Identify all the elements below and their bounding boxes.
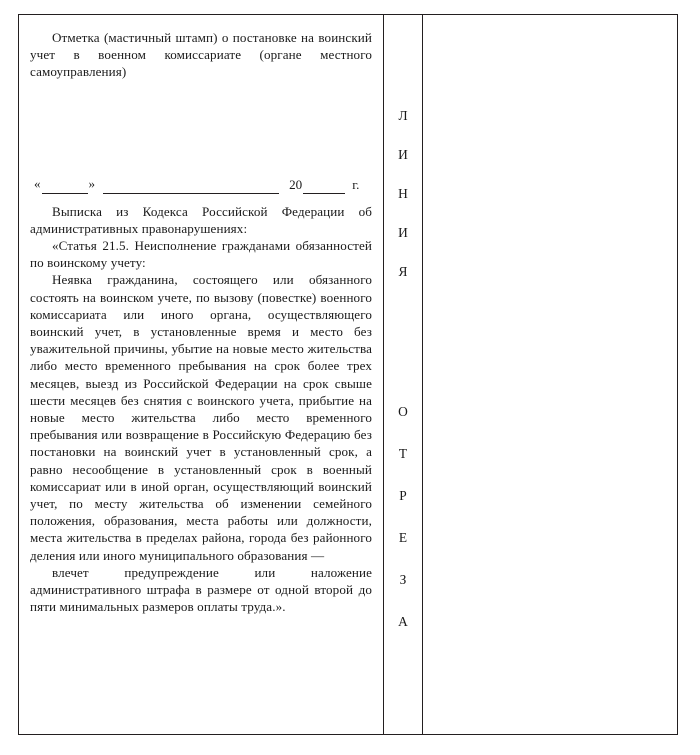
- cut-letter: З: [399, 571, 407, 587]
- cut-letter: Р: [399, 487, 407, 503]
- stamp-space: [30, 81, 372, 175]
- cut-letter: А: [398, 613, 408, 629]
- article-title-text: «Статья 21.5. Неисполнение гражданами обязанностей по воинскому учету:: [30, 238, 372, 271]
- date-line: [30, 175, 372, 194]
- cut-line-word-liniya: [384, 109, 422, 304]
- cut-letter: Н: [398, 185, 408, 201]
- cut-letter: И: [398, 146, 408, 162]
- cut-letter: О: [398, 404, 408, 419]
- cut-letter: Е: [398, 529, 408, 545]
- spacer-after-date: [30, 194, 372, 203]
- cut-line-word-otreza: [384, 405, 422, 656]
- cut-letter: Т: [398, 445, 408, 461]
- blank-right-cell: [423, 14, 678, 735]
- penalty-text: влечет предупреждение или наложение административного штрафа в размере от одной второй до пяти минимальных размеров оплаты труда.».: [30, 564, 372, 615]
- cut-letter: Я: [398, 263, 408, 279]
- extract-heading-text: Выписка из Кодекса Российской Федерации об административных правонарушениях:: [30, 203, 372, 236]
- stamp-note-text: Отметка (мастичный штамп) о постановке на воинский учет в военном комиссариате (органе местного самоуправления): [30, 30, 372, 80]
- cut-letter: И: [398, 224, 408, 240]
- date-quote-close: »: [88, 175, 96, 191]
- stamp-and-extract-cell: [18, 14, 384, 735]
- date-year-blank[interactable]: [303, 180, 345, 194]
- cut-letter: Л: [398, 108, 408, 123]
- date-year-suffix: г.: [352, 176, 360, 192]
- date-day-blank[interactable]: [42, 180, 88, 194]
- document-table: [18, 14, 678, 735]
- date-year-prefix: 20: [289, 176, 303, 192]
- cut-line-column: [384, 14, 423, 735]
- article-body-text: Неявка гражданина, состоящего или обязанного состоять на воинском учете, по вызову (повестке) военного комиссариата или иного органа, осуществляющего воинский учет, в установленные время и место без уважительной причины, убытие на новые место жительства либо место временного пребывания на срок более трех месяцев, выезд из Российской Федерации на срок свыше шести месяцев без снятия с воинского учета, прибытие на новые место жительства либо место временного пребывания или возвращение в Российскую Федерацию без постановки на воинский учет в установленный срок, а равно несообщение в установленный срок в военный комиссариат или в иной орган, осуществляющий воинский учет, по месту жительства об изменении семейного положения, образования, места работы или должности, места жительства в пределах района, города без районного деления или иного муниципального образования —: [30, 272, 372, 563]
- date-quote-open: «: [34, 175, 41, 191]
- date-month-blank[interactable]: [103, 180, 279, 194]
